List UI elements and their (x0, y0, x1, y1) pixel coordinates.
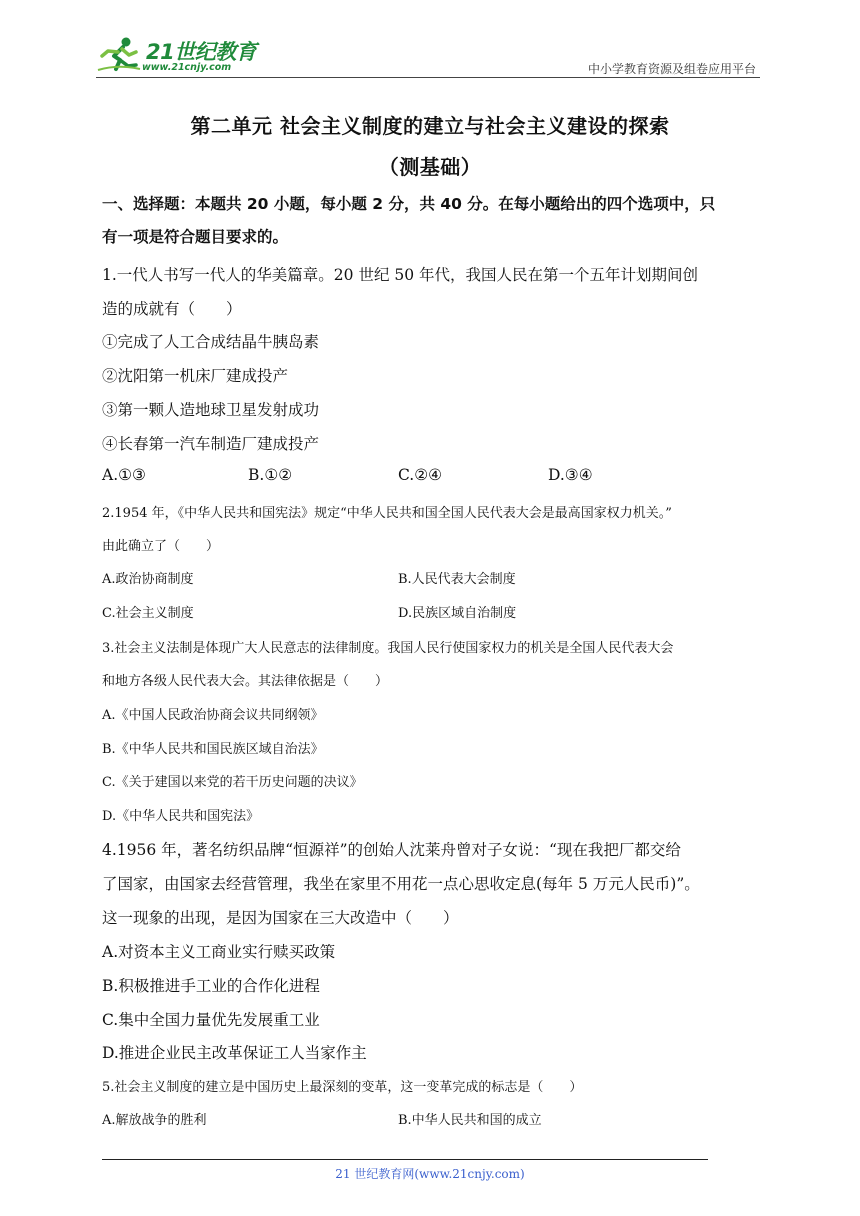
platform-name: 中小学教育资源及组卷应用平台 (587, 62, 756, 76)
option-b[interactable]: B.①② (248, 466, 293, 484)
option-a[interactable]: A.对资本主义工商业实行赎买政策 (102, 943, 336, 961)
runner-logo-icon (96, 36, 142, 74)
option-c[interactable]: C.集中全国力量优先发展重工业 (102, 1011, 320, 1029)
section-heading-line-1: 一、选择题：本题共 20 小题，每小题 2 分，共 40 分。在每小题给出的四个选项中，只 (102, 195, 716, 213)
option-a[interactable]: A.解放战争的胜利 (102, 1113, 207, 1128)
option-a[interactable]: A.政治协商制度 (102, 572, 194, 587)
page-title: 第二单元 社会主义制度的建立与社会主义建设的探索 (190, 114, 670, 138)
option-b[interactable]: B.积极推进手工业的合作化进程 (102, 977, 320, 995)
option-d[interactable]: D.③④ (548, 466, 593, 484)
page-header (96, 30, 760, 78)
question-3-stem-line-2: 和地方各级人民代表大会。其法律依据是（ ） (102, 674, 389, 689)
question-1-options (102, 466, 762, 490)
question-2-options-row-1 (102, 568, 762, 592)
question-4-stem-line-1: 4.1956 年，著名纺织品牌“恒源祥”的创始人沈莱舟曾对子女说：“现在我把厂都交给 (102, 841, 681, 859)
question-5-options-row-1 (102, 1109, 762, 1133)
option-d[interactable]: D.民族区域自治制度 (398, 606, 517, 621)
option-b[interactable]: B.中华人民共和国的成立 (398, 1113, 542, 1128)
question-1-item: ②沈阳第一机床厂建成投产 (102, 367, 289, 385)
option-b[interactable]: B.人民代表大会制度 (398, 572, 516, 587)
question-3-stem-line-1: 3.社会主义法制是体现广大人民意志的法律制度。我国人民行使国家权力的机关是全国人民代表大会 (102, 641, 674, 656)
logo-title: 21世纪教育 (146, 40, 257, 64)
question-4-stem-line-2: 了国家，由国家去经营管理，我坐在家里不用花一点心思收定息(每年 5 万元人民币)”。 (102, 875, 700, 893)
question-2-stem-line-1: 2.1954 年，《中华人民共和国宪法》规定“中华人民共和国全国人民代表大会是最高国家权力机关。” (102, 506, 672, 521)
logo-url: www.21cnjy.com (142, 62, 232, 73)
site-logo[interactable] (96, 36, 266, 76)
option-c[interactable]: C.社会主义制度 (102, 606, 194, 621)
option-c[interactable]: C.《关于建国以来党的若干历史问题的决议》 (102, 775, 363, 790)
option-b[interactable]: B.《中华人民共和国民族区域自治法》 (102, 742, 324, 757)
page-subtitle: （测基础） (378, 155, 482, 179)
question-1-item: ④长春第一汽车制造厂建成投产 (102, 435, 320, 453)
question-1-stem-line-2: 造的成就有（ ） (102, 300, 242, 318)
option-d[interactable]: D.《中华人民共和国宪法》 (102, 809, 260, 824)
option-c[interactable]: C.②④ (398, 466, 443, 484)
question-2-options-row-2 (102, 602, 762, 626)
option-d[interactable]: D.推进企业民主改革保证工人当家作主 (102, 1044, 367, 1062)
question-1-item: ①完成了人工合成结晶牛胰岛素 (102, 333, 320, 351)
option-a[interactable]: A.《中国人民政治协商会议共同纲领》 (102, 708, 324, 723)
footer-link[interactable]: 21 世纪教育网(www.21cnjy.com) (335, 1167, 525, 1181)
header-divider (96, 77, 760, 78)
question-1-item: ③第一颗人造地球卫星发射成功 (102, 401, 320, 419)
footer-divider (102, 1159, 708, 1160)
section-heading-line-2: 有一项是符合题目要求的。 (102, 228, 289, 246)
option-a[interactable]: A.①③ (102, 466, 146, 484)
question-5-stem-line-1: 5.社会主义制度的建立是中国历史上最深刻的变革，这一变革完成的标志是（ ） (102, 1080, 583, 1095)
question-2-stem-line-2: 由此确立了（ ） (102, 539, 220, 554)
section-heading (102, 188, 762, 254)
question-4-stem-line-3: 这一现象的出现，是因为国家在三大改造中（ ） (102, 909, 459, 927)
question-1-stem-line-1: 1.一代人书写一代人的华美篇章。20 世纪 50 年代，我国人民在第一个五年计划期间创 (102, 266, 699, 284)
